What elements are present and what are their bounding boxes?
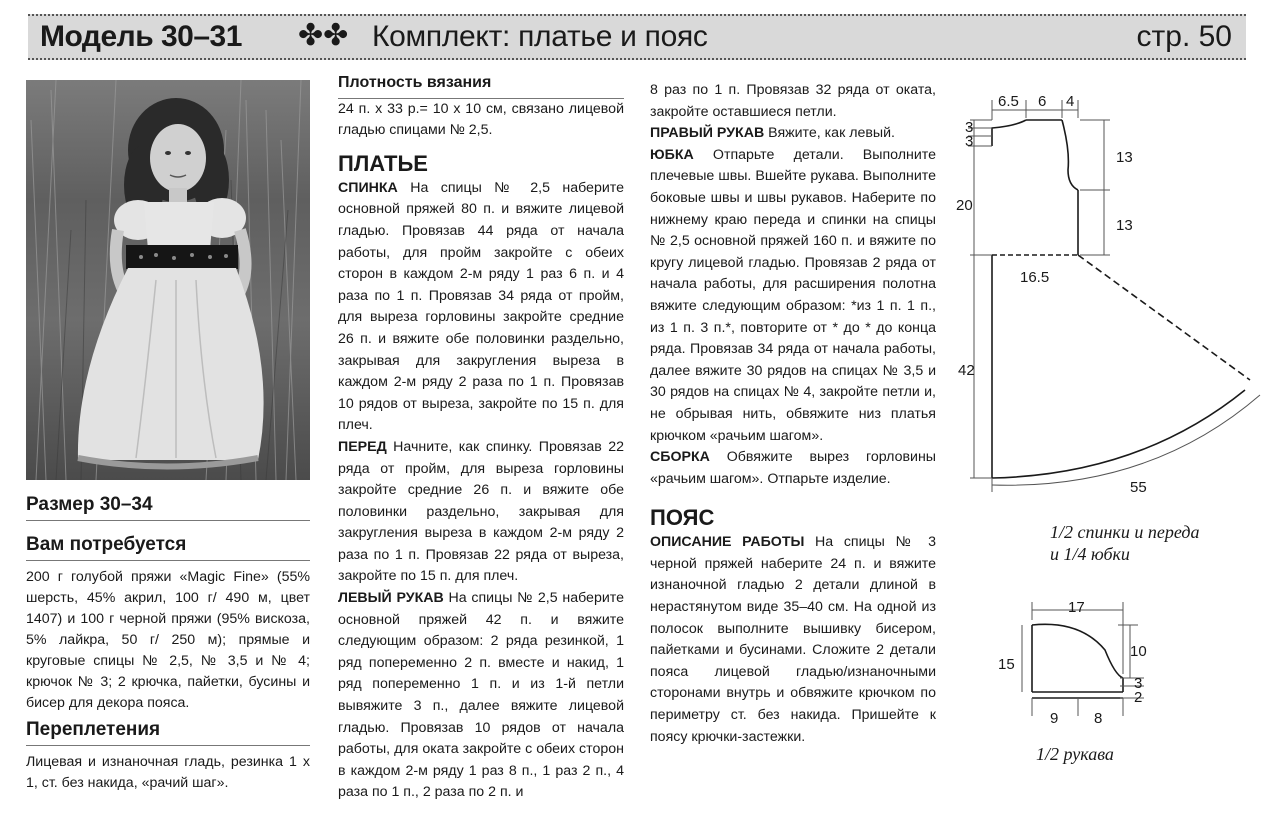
dim-6-5: 6.5: [998, 93, 1019, 110]
belt-text: На спицы № 3 черной пряжей наберите 24 п. и вяжите изнаночной гладью 2 детали длиной в нерастянутом виде 35–40 см. На одной из полосок выполните вышивку бисером, пайетками и бусинами. Сложите 2 детали пояса лицевой гладью/изнаночными сторонами внутрь и обвяжите крючком по периметру ст. без накида. Пришейте к поясу крючки-застежки.: [650, 534, 936, 745]
caption-sleeve: 1/2 рукава: [1036, 744, 1114, 764]
caption-bodice-line2: и 1/4 юбки: [1050, 544, 1130, 564]
dim-13a: 13: [1116, 149, 1133, 166]
dim-9: 9: [1050, 710, 1059, 727]
left-sleeve-text: На спицы № 2,5 наберите основной пряжей 42 п. и вяжите следующим образом: 2 ряда резинкой, 1 ряд попеременно 2 п. вместе и накид, 1 ряд попеременно 1 п. и из 1-й петли вывяжите 3 п., далее вяжите лицевой гладью. Провязав 10 рядов от начала работы, для оката закройте с обеих сторон в каждом 2-м ряду 1 раз 8 п., 1 раз 2 п., 4 раза по 1 п., 2 раза по 2 п. и: [338, 590, 624, 801]
dim-20: 20: [956, 197, 973, 214]
back-label: СПИНКА: [338, 179, 398, 196]
dim-15: 15: [998, 656, 1015, 673]
dim-13b: 13: [1116, 217, 1133, 234]
model-number: Модель 30–31: [40, 20, 242, 53]
middle-column: [338, 72, 624, 804]
front-text: Начните, как спинку. Провязав 22 ряда от пройм, для выреза горловины закройте средние 26 п. и вяжите обе половинки раздельно, закрывая для закругления выреза в каждом 2-м ряду 2 раза по 1 п. Провязав 22 ряда от выреза, закройте по 15 п. для плеч.: [338, 438, 624, 585]
dim-55: 55: [1130, 479, 1147, 496]
ornament-icon: ✤✤: [298, 19, 349, 52]
weave-text: Лицевая и изнаночная гладь, резинка 1 х 1, ст. без накида, «рачий шаг».: [26, 754, 310, 791]
dim-6: 6: [1038, 93, 1047, 110]
dim-17: 17: [1068, 599, 1085, 616]
right-column: [650, 80, 936, 748]
size-heading: Размер 30–34: [26, 494, 310, 521]
dim-4: 4: [1066, 93, 1075, 110]
dim-3b: 3: [965, 133, 974, 150]
left-sleeve-paragraph: [338, 588, 624, 804]
dim-3a: 3: [965, 119, 974, 136]
dimension-lines: [968, 100, 1260, 492]
dress-heading: ПЛАТЬЕ: [338, 150, 428, 176]
front-label: ПЕРЕД: [338, 438, 387, 455]
size-section: [26, 494, 310, 521]
belt-paragraph: [650, 532, 936, 748]
girl-in-field-image: [26, 80, 310, 480]
density-text: 24 п. х 33 р.= 10 х 10 см, связано лицевой гладью спицами № 2,5.: [338, 100, 624, 139]
sleeve-outline: [1032, 624, 1123, 698]
continuation-text: 8 раз по 1 п. Провязав 32 ряда от оката, закройте оставшиеся петли.: [650, 82, 936, 120]
right-sleeve-label: ПРАВЫЙ РУКАВ: [650, 125, 765, 142]
assembly-label: СБОРКА: [650, 449, 710, 466]
bodice-outline: [992, 120, 1250, 478]
caption-bodice-line1: 1/2 спинки и переда: [1050, 522, 1200, 542]
front-paragraph: [338, 437, 624, 588]
sleeve-dims: [1022, 602, 1144, 716]
skirt-paragraph: [650, 145, 936, 447]
right-sleeve-paragraph: [650, 123, 936, 145]
skirt-label: ЮБКА: [650, 146, 694, 163]
left-sleeve-label: ЛЕВЫЙ РУКАВ: [338, 590, 444, 607]
dim-16-5: 16.5: [1020, 269, 1050, 286]
dim-42: 42: [958, 362, 975, 379]
back-paragraph: [338, 178, 624, 437]
density-heading: Плотность вязания: [338, 72, 624, 99]
pattern-diagram: [940, 80, 1270, 780]
materials-section: [26, 534, 310, 714]
dim-10: 10: [1130, 643, 1147, 660]
assembly-paragraph: [650, 447, 936, 490]
weave-heading: Переплетения: [26, 719, 310, 746]
materials-heading: Вам потребуется: [26, 534, 310, 561]
materials-text: 200 г голубой пряжи «Magic Fine» (55% шерсть, 45% акрил, 100 г/ 490 м, цвет 1407) и 100 г черной пряжи (95% вискоза, 5% лайкра, 50 г/ 250 м); прямые и круговые спицы № 2,5, № 3,5 и № 4; крючок № 3; 2 крючка, пайетки, бусины и бисер для декора пояса.: [26, 569, 310, 711]
weave-section: [26, 719, 310, 794]
page-number: стр. 50: [1136, 20, 1232, 53]
assembly-text: Обвяжите вырез горловины «рачьим шагом». Отпарьте изделие.: [650, 449, 936, 487]
dim-8: 8: [1094, 710, 1103, 727]
skirt-text: Отпарьте детали. Выполните плечевые швы. Вшейте рукава. Выполните боковые швы и швы рукавов. Наберите по нижнему краю переда и спинки на спицы № 2,5 основной пряжей 160 п. и вяжите по кругу лицевой гладью. Провязав 2 ряда от начала работы, для расширения полотна вяжите следующим образом: *из 1 п. 1 п., из 1 п. 3 п.*, повторите от * до * до конца ряда. Провязав 34 ряда от начала работы, далее вяжите 30 рядов на спицах № 3,5 и 30 рядов на спицах № 4, закройте петли и, не обрывая нить, обвяжите низ платья крючком «рачьим шагом».: [650, 146, 936, 444]
dim-2-sleeve: 2: [1134, 689, 1143, 706]
model-photo: [26, 80, 310, 480]
page-header: [28, 14, 1246, 60]
page-title: Комплект: платье и пояс: [372, 20, 708, 53]
right-sleeve-text: Вяжите, как левый.: [768, 125, 895, 142]
dim-3-sleeve: 3: [1134, 675, 1143, 692]
belt-label: ОПИСАНИЕ РАБОТЫ: [650, 534, 805, 551]
back-text: На спицы № 2,5 наберите основной пряжей 80 п. и вяжите лицевой гладью. Провязав 44 ряда от начала работы, для пройм закройте с обеих сторон в каждом 2-м ряду 1 раз 6 п. и 4 раза по 1 п. Провязав 34 ряда от пройм, для выреза горловины закройте средние 26 п. и вяжите обе половинки раздельно, закрывая для закругления выреза в каждом 2-м ряду 2 раза по 1 п. Провязав 10 рядов от выреза, закройте по 15 п. для плеч.: [338, 179, 624, 434]
belt-heading: ПОЯС: [650, 505, 715, 531]
